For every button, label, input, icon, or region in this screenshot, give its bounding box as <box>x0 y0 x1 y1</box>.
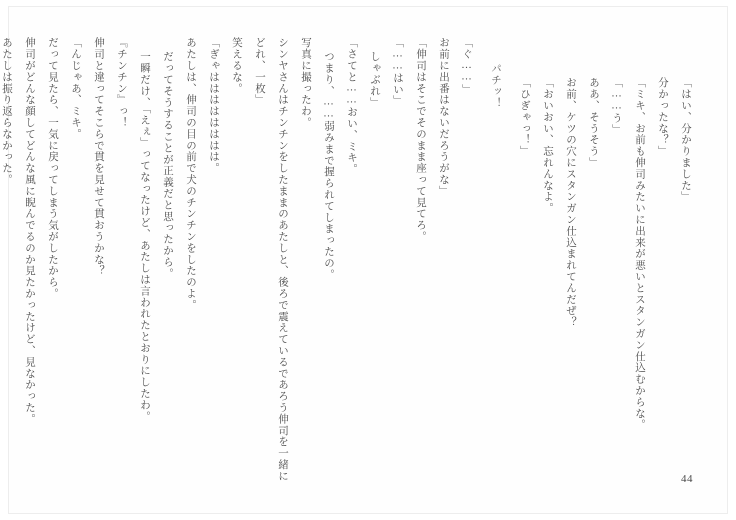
text-column: 『チンチン』っ！ <box>116 37 127 129</box>
text-column: シンヤさんはチンチンをしたままのあたしと、後ろで震えているであろう伸司を一緒に <box>277 37 288 482</box>
text-column: 伸司と違ってそこらで貫を見せて貫おうかな？ <box>93 37 104 277</box>
text-column: 写真に撮ったわ。 <box>300 37 311 129</box>
text-column: どれ、一枚」 <box>254 37 265 106</box>
text-column: つまり、……弱みまで握られてしまったの。 <box>323 51 334 280</box>
text-column: 一瞬だけ、「えぇ」ってなったけど、あたしは言われたとおりにしたわ。 <box>139 51 150 422</box>
text-column: 「……はい」 <box>392 37 403 107</box>
text-column: だってそうすることが正義だと思ったから。 <box>162 51 173 279</box>
text-column: 「んじゃあ、ミキ。 <box>70 37 81 140</box>
text-column: 「ミキ、お前も伸司みたいに出来が悪いとスタンガン仕込むからな。 <box>634 77 645 431</box>
text-column: 分かったな？」 <box>657 77 668 157</box>
text-column: 「ぎゃはははははははは。 <box>208 37 219 174</box>
text-column: しゃぶれ」 <box>369 51 380 108</box>
text-column: 「はい、分かりました」 <box>680 77 691 203</box>
text-column: 「さてと……おい、ミキ。 <box>346 37 357 175</box>
text-column: お前に出番はないだろうがな」 <box>438 37 449 197</box>
text-column: 笑えるな。 <box>231 37 242 94</box>
text-column: あたしは振り返らなかった。 <box>1 37 12 186</box>
text-column: 「おいおい、忘れんなよ。 <box>542 77 553 214</box>
text-column: 伸司がどんな顔してどんな風に睨んでるのか見たかったけど、見なかった。 <box>24 37 35 425</box>
text-column: だって見たら、一気に戻ってしまう気がしたから。 <box>47 37 58 300</box>
text-column: あたしは、伸司の目の前で犬のチンチンをしたのよ。 <box>185 37 196 311</box>
text-column: ああ、そうそう」 <box>588 77 599 169</box>
page-number: 44 <box>681 473 693 485</box>
page-sheet <box>1 6 728 514</box>
text-column: 「伸司はそこでそのまま座って見てろ。 <box>415 37 426 243</box>
text-column: お前、ケツの穴にスタンガン仕込まれてんだぜ？ <box>565 77 576 328</box>
text-column: 「ひぎゃっ！」 <box>519 77 530 157</box>
text-column: 「ぐ……」 <box>461 37 472 95</box>
text-column: 「……う」 <box>611 77 622 135</box>
text-column: パチッ！ <box>490 63 501 109</box>
